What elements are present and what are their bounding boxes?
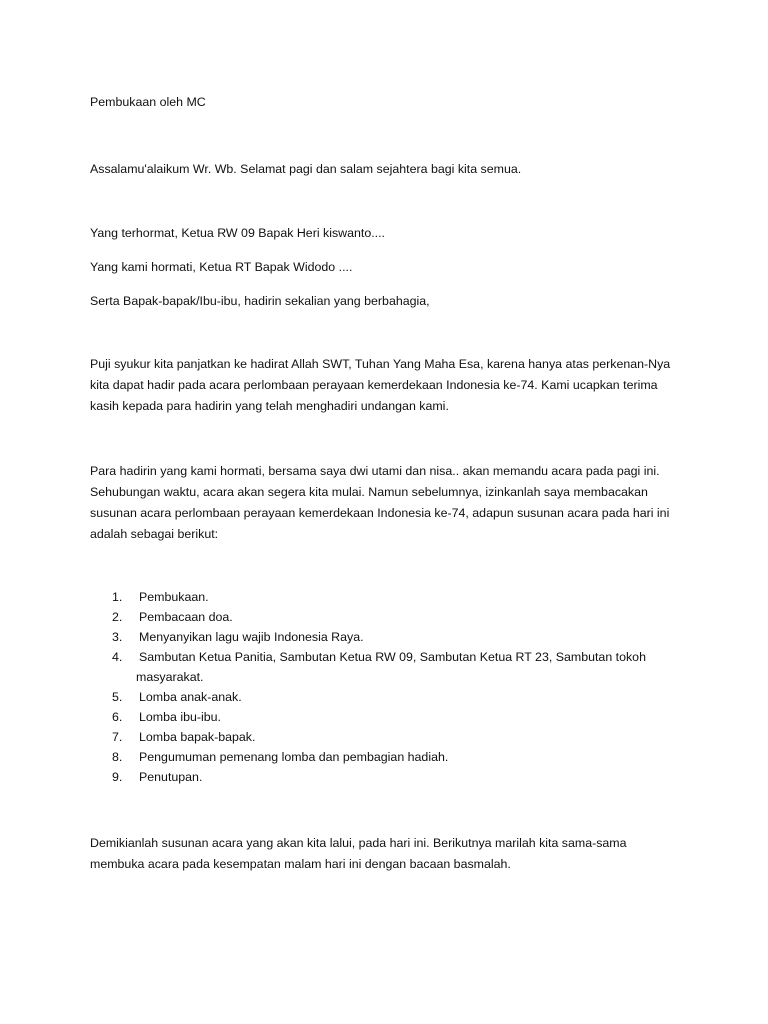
- list-item: [112, 727, 672, 747]
- list-number: 7.: [112, 730, 123, 744]
- list-text: Lomba ibu-ibu.: [139, 710, 221, 724]
- list-number: 6.: [112, 710, 123, 724]
- list-item: [112, 707, 672, 727]
- paragraph-line: Sehubungan waktu, acara akan segera kita mulai. Namun sebelumnya, izinkanlah saya membacakan: [90, 485, 648, 499]
- list-number: 3.: [112, 630, 123, 644]
- paragraph-line: adalah sebagai berikut:: [90, 527, 219, 541]
- list-number: 8.: [112, 750, 123, 764]
- list-text: Menyanyikan lagu wajib Indonesia Raya.: [139, 630, 364, 644]
- list-text: Lomba bapak-bapak.: [139, 730, 256, 744]
- paragraph-line: susunan acara perlombaan perayaan kemerdekaan Indonesia ke-74, adapun susunan acara pada hari ini: [90, 506, 670, 520]
- list-number: 5.: [112, 690, 123, 704]
- salutation-line: Yang kami hormati, Ketua RT Bapak Widodo ....: [90, 260, 353, 274]
- salutation-line: Yang terhormat, Ketua RW 09 Bapak Heri kiswanto....: [90, 226, 385, 240]
- list-item: [112, 587, 672, 607]
- list-text: Pembacaan doa.: [139, 610, 233, 624]
- list-text: Sambutan Ketua Panitia, Sambutan Ketua RW 09, Sambutan Ketua RT 23, Sambutan tokoh: [139, 650, 646, 664]
- list-number: 4.: [112, 650, 123, 664]
- list-item: [112, 767, 672, 787]
- list-text: Pembukaan.: [139, 590, 209, 604]
- document-title: Pembukaan oleh MC: [90, 95, 206, 109]
- salutation-line: Serta Bapak-bapak/Ibu-ibu, hadirin sekalian yang berbahagia,: [90, 294, 430, 308]
- list-number: 1.: [112, 590, 123, 604]
- list-text-continuation: masyarakat.: [136, 670, 204, 684]
- list-item: [112, 747, 672, 767]
- list-text: Pengumuman pemenang lomba dan pembagian hadiah.: [139, 750, 449, 764]
- closing-line: Demikianlah susunan acara yang akan kita lalui, pada hari ini. Berikutnya marilah kita sama-sama: [90, 836, 627, 850]
- list-text: Lomba anak-anak.: [139, 690, 242, 704]
- paragraph-line: Puji syukur kita panjatkan ke hadirat Allah SWT, Tuhan Yang Maha Esa, karena hanya atas perkenan-Nya: [90, 357, 671, 371]
- list-item: [112, 647, 672, 667]
- paragraph-line: Para hadirin yang kami hormati, bersama saya dwi utami dan nisa.. akan memandu acara pada pagi ini.: [90, 464, 660, 478]
- list-text: Penutupan.: [139, 770, 203, 784]
- list-item: [112, 687, 672, 707]
- list-item: [112, 607, 672, 627]
- list-number: 2.: [112, 610, 123, 624]
- greeting-line: Assalamu'alaikum Wr. Wb. Selamat pagi dan salam sejahtera bagi kita semua.: [90, 162, 522, 176]
- list-number: 9.: [112, 770, 123, 784]
- paragraph-line: kita dapat hadir pada acara perlombaan perayaan kemerdekaan Indonesia ke-74. Kami ucapkan terima: [90, 378, 658, 392]
- list-item: [112, 627, 672, 647]
- paragraph-line: kasih kepada para hadirin yang telah menghadiri undangan kami.: [90, 399, 449, 413]
- closing-line: membuka acara pada kesempatan malam hari ini dengan bacaan basmalah.: [90, 857, 511, 871]
